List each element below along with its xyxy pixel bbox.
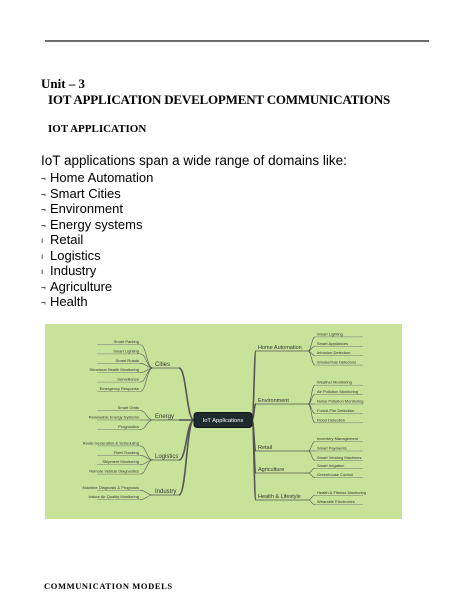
leaf-label: Flood Detection — [317, 417, 346, 423]
leaf-label: Smart Appliances — [317, 340, 349, 346]
branch-label: Health & Lifestyle — [258, 494, 301, 500]
leaf-label: Prognostics — [118, 423, 139, 429]
list-item — [41, 263, 153, 279]
domain-label: Agriculture — [50, 278, 113, 294]
list-item — [41, 294, 153, 310]
branch-label: Industry — [155, 489, 177, 495]
domain-label: Health — [50, 294, 88, 309]
leaf-label: Smart Parking — [113, 339, 139, 344]
domain-label: Smart Cities — [50, 185, 121, 201]
central-node-label: IoT Applications — [202, 418, 244, 424]
leaf-label: Renewable Energy Systems — [88, 414, 139, 420]
leaf-label: Smart Irrigation — [317, 462, 345, 468]
list-item — [41, 279, 153, 295]
domain-label: Logistics — [50, 247, 101, 263]
branch-label: Energy — [155, 414, 175, 420]
leaf-label: Inventory Management — [317, 436, 358, 442]
iot-mindmap-figure — [45, 324, 402, 519]
bullet-glyph: ı — [41, 251, 44, 261]
list-item — [41, 217, 153, 233]
domain-label: Environment — [50, 201, 123, 216]
list-item — [41, 201, 153, 217]
leaf-label: Smart Payments — [317, 445, 347, 451]
leaf-label: Route Generation & Scheduling — [82, 440, 139, 446]
leaf-label: Intrusion Detection — [317, 350, 351, 356]
leaf-label: Smart Lighting — [317, 331, 343, 337]
leaf-label: Fleet Tracking — [113, 449, 139, 455]
bullet-glyph: ı — [41, 236, 44, 245]
leaf-label: Forest Fire Detection — [317, 407, 355, 413]
domain-list — [41, 170, 153, 310]
branch-label: Home Automation — [258, 345, 302, 351]
leaf-label: Noise Pollution Monitoring — [317, 398, 364, 404]
list-item — [41, 170, 153, 186]
bullet-glyph: ¬ — [41, 174, 46, 183]
leaf-label: Smart Roads — [115, 357, 139, 363]
leaf-label: Air Pollution Monitoring — [317, 389, 359, 395]
leaf-label: Health & Fitness Monitoring — [317, 489, 367, 495]
bullet-glyph: ¬ — [41, 298, 46, 307]
bullet-glyph: ¬ — [41, 189, 46, 199]
list-item — [41, 248, 153, 264]
leaf-label: Smart Vending Machines — [317, 454, 362, 460]
leaf-label: Wearable Electronics — [317, 499, 355, 505]
bullet-glyph: ¬ — [41, 205, 46, 214]
bullet-glyph: ¬ — [41, 282, 46, 292]
chapter-heading: IOT APPLICATION DEVELOPMENT COMMUNICATIONS — [48, 92, 391, 107]
branch-label: Logistics — [155, 454, 179, 460]
list-item — [41, 186, 153, 202]
leaf-label: Indoor Air Quality Monitoring — [88, 494, 139, 500]
leaf-label: Smoke/Gas Detectors — [317, 359, 357, 365]
unit-label: Unit – 3 — [41, 76, 86, 91]
leaf-label: Surveillance — [117, 376, 139, 382]
branch-label: Retail — [258, 445, 273, 451]
leaf-label: Emergency Response — [99, 386, 139, 391]
leaf-label: Greenhouse Control — [317, 472, 354, 478]
leaf-label: Structural Health Monitoring — [89, 367, 139, 373]
domain-label: Industry — [50, 263, 97, 278]
list-item — [41, 232, 153, 248]
section-heading: IOT APPLICATION — [48, 123, 147, 135]
bullet-glyph: ¬ — [41, 220, 46, 230]
page-footer: COMMUNICATION MODELS — [44, 581, 173, 591]
intro-text: IoT applications span a wide range of domains like: — [41, 153, 347, 168]
leaf-label: Remote Vehicle Diagnostics — [89, 468, 139, 474]
branch-label: Cities — [155, 362, 171, 368]
leaf-label: Smart Lighting — [113, 348, 139, 354]
domain-label: Energy systems — [50, 216, 143, 232]
domain-label: Home Automation — [50, 170, 154, 185]
leaf-label: Machine Diagnosis & Prognosis — [82, 484, 139, 490]
domain-label: Retail — [50, 232, 84, 247]
top-rule — [45, 40, 429, 42]
leaf-label: Weather Monitoring — [317, 379, 352, 385]
branch-label: Agriculture — [258, 467, 285, 473]
leaf-label: Smart Grids — [117, 405, 139, 411]
bullet-glyph: ı — [41, 267, 44, 276]
leaf-label: Shipment Monitoring — [102, 459, 139, 465]
branch-label: Environment — [258, 398, 289, 404]
